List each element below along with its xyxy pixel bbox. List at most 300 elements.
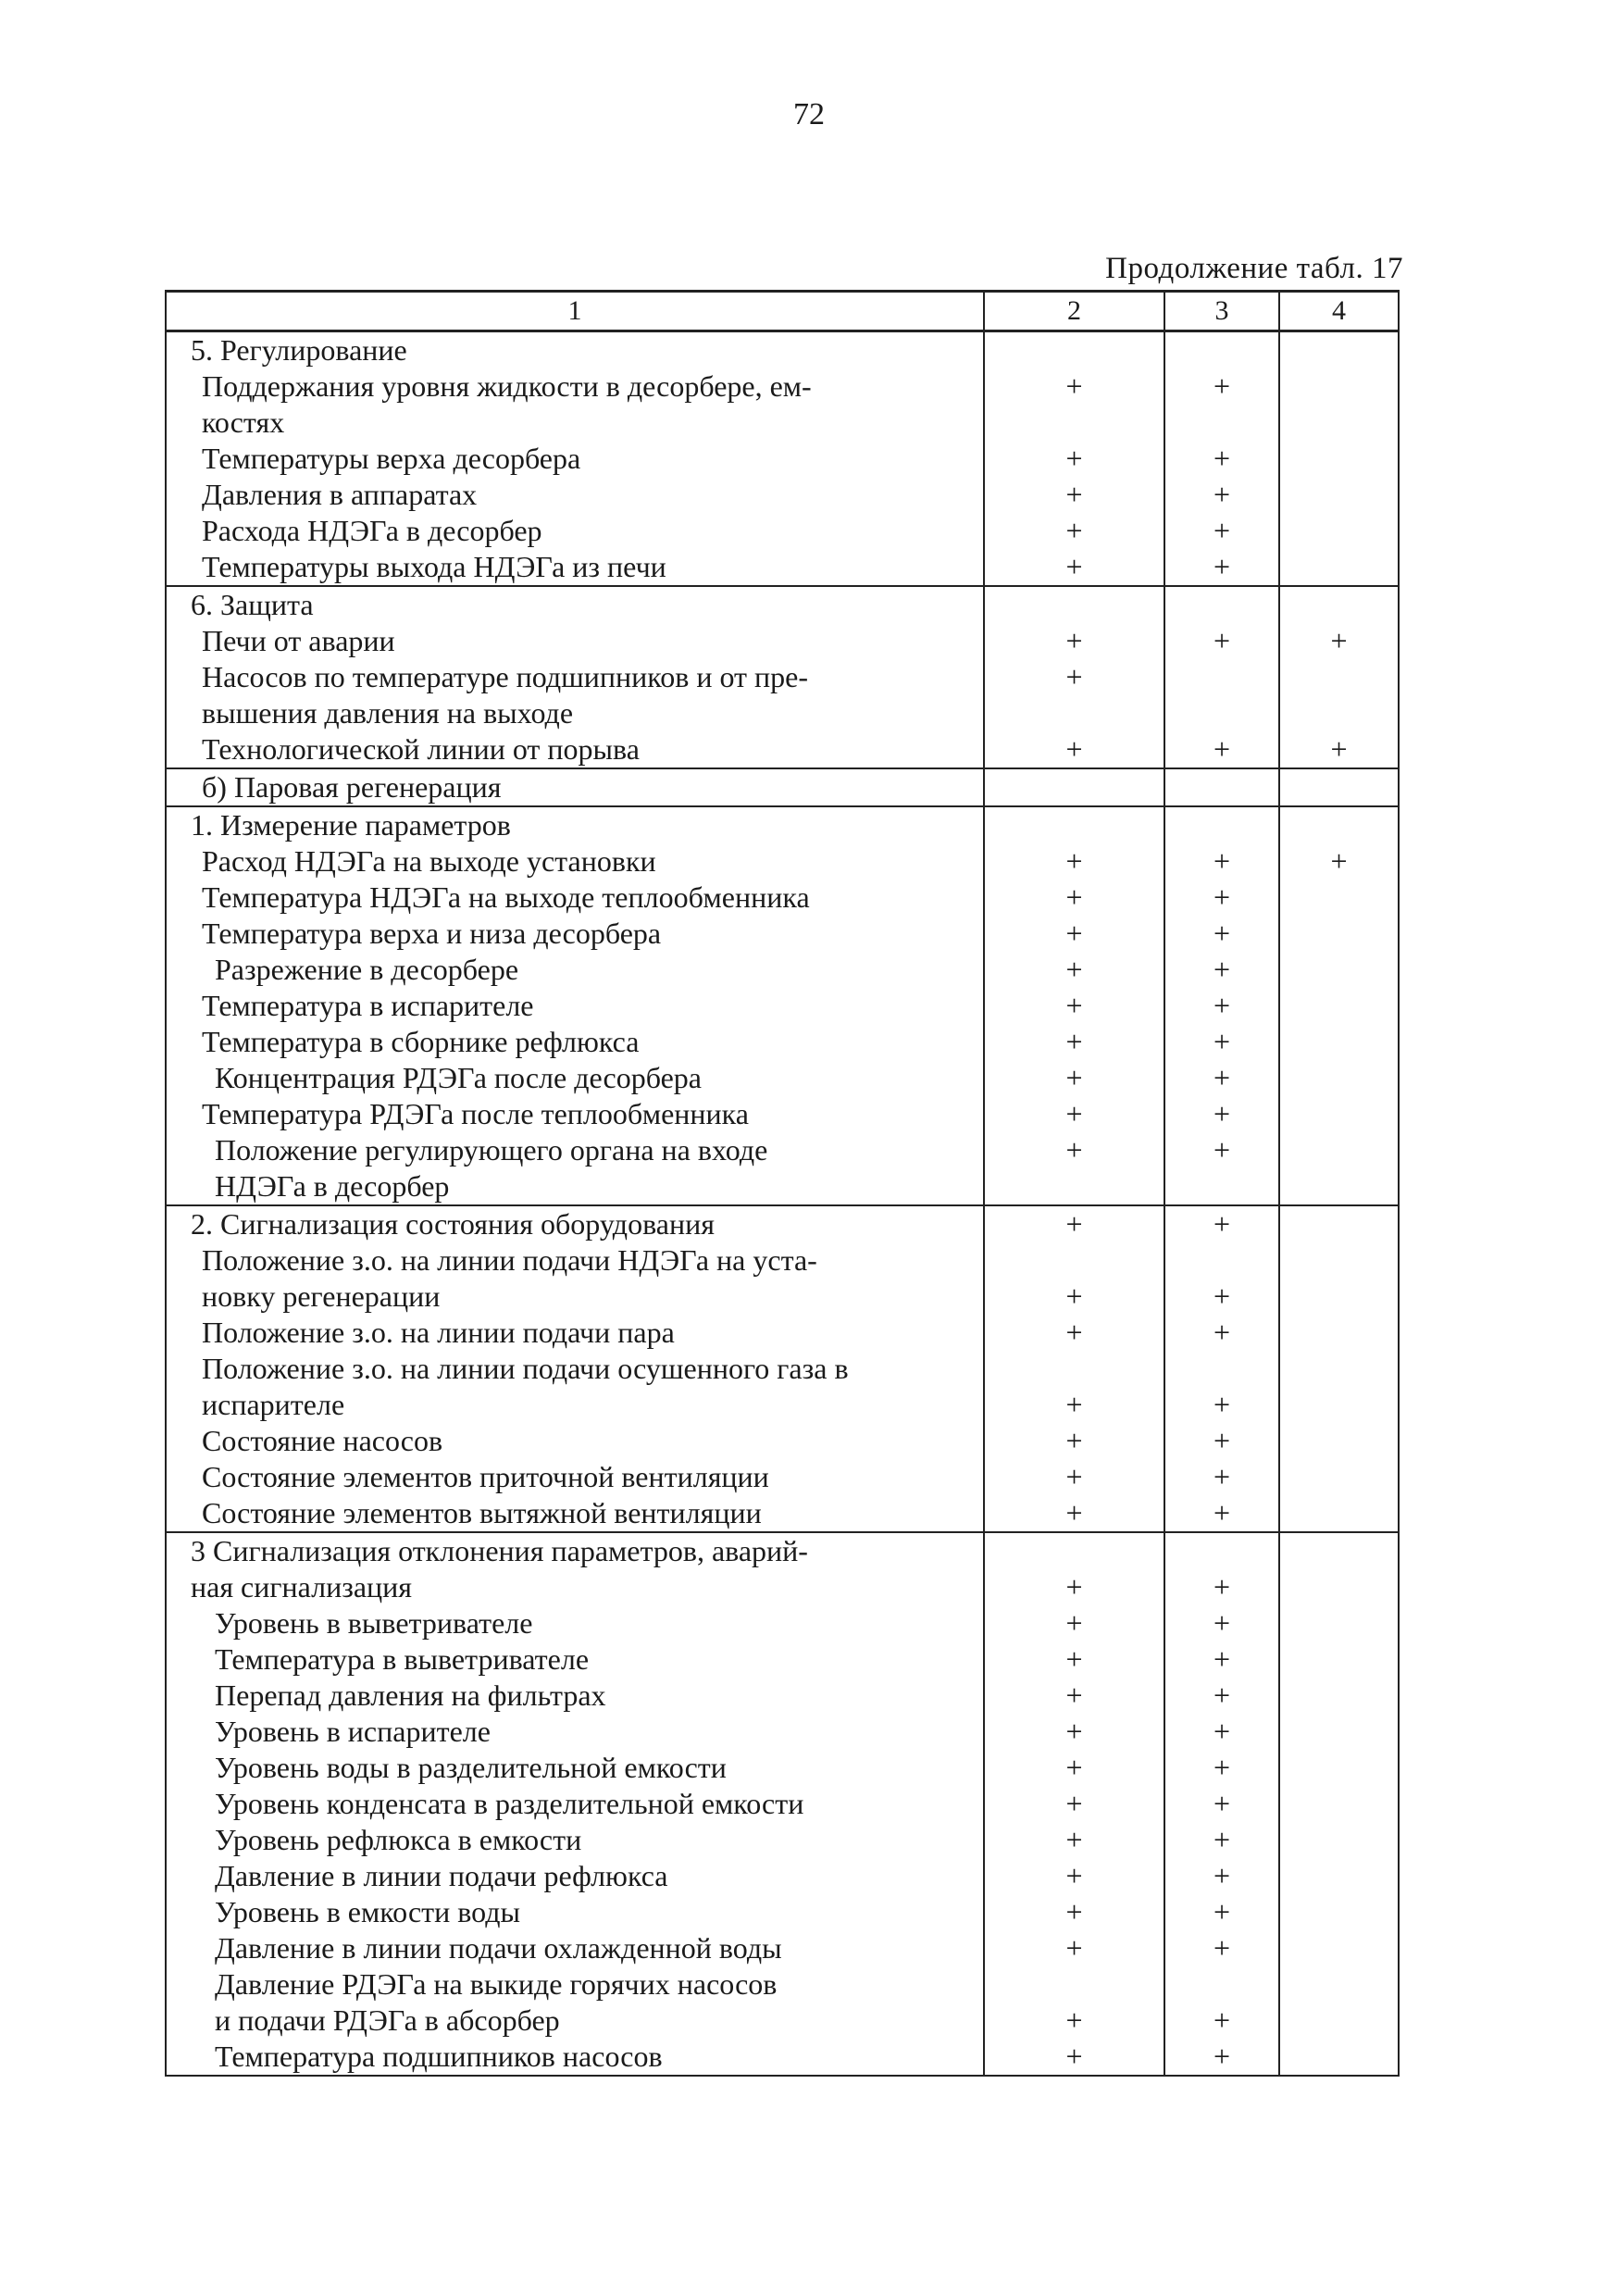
table-row bbox=[166, 659, 1399, 731]
plus-mark: + bbox=[1065, 1424, 1083, 1457]
parameter-cell bbox=[166, 1822, 984, 1858]
mark-cell-col-4 bbox=[1279, 1205, 1399, 1242]
mark-cell-col-4 bbox=[1279, 880, 1399, 916]
plus-mark: + bbox=[1213, 1678, 1231, 1712]
mark-cell-col-2 bbox=[984, 659, 1164, 731]
mark-cell-col-4 bbox=[1279, 623, 1399, 659]
parameter-cell bbox=[166, 549, 984, 586]
plus-mark bbox=[1280, 1279, 1398, 1315]
mark-cell-col-2 bbox=[984, 586, 1164, 623]
mark-cell-col-4 bbox=[1279, 1894, 1399, 1930]
plus-mark: + bbox=[1065, 550, 1083, 583]
plus-mark: + bbox=[1065, 953, 1083, 986]
mark-cell-col-3 bbox=[1164, 880, 1279, 916]
plus-mark: + bbox=[1213, 732, 1231, 766]
plus-mark bbox=[1280, 1858, 1398, 1894]
plus-mark: + bbox=[1065, 1279, 1083, 1313]
plus-mark: + bbox=[1213, 1859, 1231, 1892]
mark-cell-col-3 bbox=[1164, 1858, 1279, 1894]
mark-cell-col-4 bbox=[1279, 441, 1399, 477]
parameter-text-line: Насосов по температуре подшипников и от пре- bbox=[202, 660, 808, 693]
mark-cell-col-3 bbox=[1164, 1495, 1279, 1532]
plus-mark: + bbox=[1213, 1279, 1231, 1313]
parameter-cell bbox=[166, 1930, 984, 1966]
table-row bbox=[166, 843, 1399, 880]
plus-mark bbox=[1165, 1533, 1278, 1569]
plus-mark: + bbox=[1213, 1316, 1231, 1349]
table-row bbox=[166, 1532, 1399, 1605]
parameter-text-line: Температуры верха десорбера bbox=[202, 442, 581, 475]
plus-mark: + bbox=[1213, 624, 1231, 657]
plus-mark: + bbox=[1065, 917, 1083, 950]
table-row bbox=[166, 1205, 1399, 1242]
mark-cell-col-3 bbox=[1164, 1786, 1279, 1822]
mark-cell-col-2 bbox=[984, 843, 1164, 880]
mark-cell-col-4 bbox=[1279, 1315, 1399, 1351]
parameter-text-line: Расхода НДЭГа в десорбер bbox=[202, 514, 542, 547]
table-row bbox=[166, 1605, 1399, 1641]
parameter-text-line: 5. Регулирование bbox=[191, 333, 407, 367]
plus-mark bbox=[1280, 1714, 1398, 1750]
plus-mark: + bbox=[1065, 1678, 1083, 1712]
plus-mark: + bbox=[1065, 1388, 1083, 1421]
plus-mark bbox=[1280, 1242, 1398, 1279]
plus-mark bbox=[1280, 1569, 1398, 1605]
mark-cell-col-4 bbox=[1279, 1495, 1399, 1532]
plus-mark bbox=[1280, 988, 1398, 1024]
table-section bbox=[166, 586, 1399, 768]
plus-mark bbox=[1165, 659, 1278, 695]
mark-cell-col-3 bbox=[1164, 1024, 1279, 1060]
plus-mark bbox=[985, 1168, 1164, 1204]
plus-mark: + bbox=[1213, 1097, 1231, 1130]
mark-cell-col-2 bbox=[984, 880, 1164, 916]
plus-mark: + bbox=[1065, 514, 1083, 547]
parameter-text-line: Расход НДЭГа на выходе установки bbox=[202, 844, 656, 878]
mark-cell-col-4 bbox=[1279, 1966, 1399, 2039]
parameter-text-line: 2. Сигнализация состояния оборудования bbox=[191, 1207, 715, 1241]
plus-mark bbox=[1280, 1930, 1398, 1966]
plus-mark bbox=[985, 695, 1164, 731]
mark-cell-col-4 bbox=[1279, 806, 1399, 843]
parameter-text-line: Уровень в испарителе bbox=[215, 1715, 491, 1748]
plus-mark: + bbox=[1213, 1570, 1231, 1603]
mark-cell-col-2 bbox=[984, 768, 1164, 806]
column-header-4: 4 bbox=[1279, 292, 1399, 331]
mark-cell-col-4 bbox=[1279, 513, 1399, 549]
table-row bbox=[166, 1351, 1399, 1423]
parameter-cell bbox=[166, 843, 984, 880]
plus-mark: + bbox=[1213, 1133, 1231, 1167]
mark-cell-col-4 bbox=[1279, 1242, 1399, 1315]
plus-mark: + bbox=[1213, 844, 1231, 878]
table-section bbox=[166, 331, 1399, 587]
mark-cell-col-2 bbox=[984, 1786, 1164, 1822]
mark-cell-col-3 bbox=[1164, 1930, 1279, 1966]
mark-cell-col-4 bbox=[1279, 988, 1399, 1024]
mark-cell-col-3 bbox=[1164, 2039, 1279, 2076]
plus-mark bbox=[1280, 807, 1398, 843]
mark-cell-col-4 bbox=[1279, 1750, 1399, 1786]
plus-mark bbox=[1280, 1206, 1398, 1242]
table-row bbox=[166, 1495, 1399, 1532]
table-row bbox=[166, 1930, 1399, 1966]
mark-cell-col-3 bbox=[1164, 586, 1279, 623]
parameter-cell bbox=[166, 1459, 984, 1495]
mark-cell-col-2 bbox=[984, 331, 1164, 369]
parameter-text-line: Состояние элементов вытяжной вентиляции bbox=[202, 1496, 762, 1529]
mark-cell-col-2 bbox=[984, 1205, 1164, 1242]
parameter-cell bbox=[166, 988, 984, 1024]
plus-mark bbox=[1280, 1495, 1398, 1531]
table-row bbox=[166, 1750, 1399, 1786]
plus-mark bbox=[1280, 1459, 1398, 1495]
table-row bbox=[166, 1966, 1399, 2039]
plus-mark: + bbox=[1065, 1061, 1083, 1094]
plus-mark bbox=[1280, 587, 1398, 623]
mark-cell-col-2 bbox=[984, 1678, 1164, 1714]
mark-cell-col-3 bbox=[1164, 806, 1279, 843]
data-table bbox=[165, 290, 1400, 2077]
plus-mark: + bbox=[1065, 1133, 1083, 1167]
parameter-text-line: Положение з.о. на линии подачи пара bbox=[202, 1316, 675, 1349]
parameter-cell bbox=[166, 659, 984, 731]
mark-cell-col-3 bbox=[1164, 477, 1279, 513]
plus-mark bbox=[985, 1242, 1164, 1279]
mark-cell-col-4 bbox=[1279, 1096, 1399, 1132]
mark-cell-col-3 bbox=[1164, 513, 1279, 549]
mark-cell-col-4 bbox=[1279, 1351, 1399, 1423]
table-row bbox=[166, 916, 1399, 952]
mark-cell-col-3 bbox=[1164, 1894, 1279, 1930]
parameter-text-line: Температуры выхода НДЭГа из печи bbox=[202, 550, 666, 583]
parameter-cell bbox=[166, 1060, 984, 1096]
mark-cell-col-3 bbox=[1164, 916, 1279, 952]
parameter-text-line: Положение з.о. на линии подачи НДЭГа на уста- bbox=[202, 1243, 817, 1277]
mark-cell-col-3 bbox=[1164, 1678, 1279, 1714]
plus-mark bbox=[1280, 695, 1398, 731]
parameter-text-line: костях bbox=[202, 406, 285, 439]
plus-mark: + bbox=[1213, 514, 1231, 547]
table-row bbox=[166, 623, 1399, 659]
mark-cell-col-4 bbox=[1279, 1060, 1399, 1096]
plus-mark bbox=[1165, 695, 1278, 731]
mark-cell-col-3 bbox=[1164, 1205, 1279, 1242]
parameter-text-line: Уровень рефлюкса в емкости bbox=[215, 1823, 582, 1856]
parameter-cell bbox=[166, 1750, 984, 1786]
plus-mark: + bbox=[1065, 1931, 1083, 1965]
plus-mark: + bbox=[1213, 1642, 1231, 1676]
parameter-text-line: Состояние насосов bbox=[202, 1424, 443, 1457]
plus-mark: + bbox=[1213, 989, 1231, 1022]
parameter-text-line: 1. Измерение параметров bbox=[191, 808, 511, 842]
plus-mark: + bbox=[1065, 1787, 1083, 1820]
plus-mark bbox=[1280, 2039, 1398, 2075]
plus-mark: + bbox=[1065, 1570, 1083, 1603]
plus-mark bbox=[1165, 405, 1278, 441]
parameter-text-line: Уровень конденсата в разделительной емкости bbox=[215, 1787, 804, 1820]
parameter-text-line: Давление РДЭГа на выкиде горячих насосов bbox=[215, 1967, 778, 2001]
table-row bbox=[166, 1315, 1399, 1351]
table-section bbox=[166, 806, 1399, 1205]
mark-cell-col-2 bbox=[984, 477, 1164, 513]
table-row bbox=[166, 880, 1399, 916]
mark-cell-col-3 bbox=[1164, 623, 1279, 659]
column-header-2: 2 bbox=[984, 292, 1164, 331]
mark-cell-col-3 bbox=[1164, 1060, 1279, 1096]
plus-mark bbox=[1280, 1894, 1398, 1930]
plus-mark bbox=[1280, 1423, 1398, 1459]
plus-mark: + bbox=[1065, 1823, 1083, 1856]
parameter-cell bbox=[166, 1495, 984, 1532]
mark-cell-col-4 bbox=[1279, 2039, 1399, 2076]
parameter-cell bbox=[166, 1966, 984, 2039]
mark-cell-col-4 bbox=[1279, 368, 1399, 441]
table-row bbox=[166, 1459, 1399, 1495]
mark-cell-col-3 bbox=[1164, 1096, 1279, 1132]
parameter-text-line: и подачи РДЭГа в абсорбер bbox=[215, 2003, 560, 2037]
mark-cell-col-4 bbox=[1279, 1822, 1399, 1858]
plus-mark bbox=[1165, 807, 1278, 843]
parameter-cell bbox=[166, 2039, 984, 2076]
table-caption: Продолжение табл. 17 bbox=[1105, 252, 1403, 285]
parameter-cell bbox=[166, 1315, 984, 1351]
parameter-cell bbox=[166, 880, 984, 916]
mark-cell-col-4 bbox=[1279, 843, 1399, 880]
plus-mark: + bbox=[1213, 2003, 1231, 2037]
mark-cell-col-2 bbox=[984, 2039, 1164, 2076]
mark-cell-col-3 bbox=[1164, 549, 1279, 586]
plus-mark: + bbox=[1213, 369, 1231, 403]
parameter-text-line: Температура подшипников насосов bbox=[215, 2040, 663, 2073]
parameter-text-line: Давление в линии подачи охлажденной воды bbox=[215, 1931, 782, 1965]
parameter-cell bbox=[166, 806, 984, 843]
table-container bbox=[165, 290, 1398, 2077]
table-row bbox=[166, 1132, 1399, 1205]
plus-mark bbox=[1280, 1315, 1398, 1351]
parameter-cell bbox=[166, 952, 984, 988]
parameter-cell bbox=[166, 441, 984, 477]
plus-mark bbox=[1280, 1096, 1398, 1132]
plus-mark bbox=[985, 1966, 1164, 2003]
table-row bbox=[166, 331, 1399, 369]
mark-cell-col-4 bbox=[1279, 1423, 1399, 1459]
table-row bbox=[166, 1858, 1399, 1894]
plus-mark: + bbox=[1213, 1715, 1231, 1748]
mark-cell-col-2 bbox=[984, 1966, 1164, 2039]
page-number: 72 bbox=[793, 97, 825, 131]
plus-mark bbox=[1280, 1641, 1398, 1678]
plus-mark bbox=[1280, 1060, 1398, 1096]
mark-cell-col-4 bbox=[1279, 731, 1399, 768]
plus-mark bbox=[1280, 769, 1398, 805]
parameter-text-line: Температура в испарителе bbox=[202, 989, 534, 1022]
parameter-cell bbox=[166, 586, 984, 623]
parameter-text-line: Температура верха и низа десорбера bbox=[202, 917, 662, 950]
mark-cell-col-4 bbox=[1279, 586, 1399, 623]
mark-cell-col-3 bbox=[1164, 1605, 1279, 1641]
mark-cell-col-3 bbox=[1164, 1315, 1279, 1351]
table-row bbox=[166, 1096, 1399, 1132]
table-row bbox=[166, 806, 1399, 843]
plus-mark: + bbox=[1213, 442, 1231, 475]
plus-mark: + bbox=[1065, 442, 1083, 475]
mark-cell-col-4 bbox=[1279, 1605, 1399, 1641]
mark-cell-col-2 bbox=[984, 1858, 1164, 1894]
parameter-cell bbox=[166, 1096, 984, 1132]
plus-mark bbox=[985, 807, 1164, 843]
table-row bbox=[166, 1060, 1399, 1096]
mark-cell-col-4 bbox=[1279, 659, 1399, 731]
plus-mark: + bbox=[1213, 1787, 1231, 1820]
parameter-text-line: Печи от аварии bbox=[202, 624, 395, 657]
plus-mark bbox=[1280, 880, 1398, 916]
parameter-cell bbox=[166, 1205, 984, 1242]
plus-mark: + bbox=[1213, 880, 1231, 914]
table-row bbox=[166, 2039, 1399, 2076]
plus-mark: + bbox=[1065, 1097, 1083, 1130]
table-row bbox=[166, 477, 1399, 513]
table-row bbox=[166, 1641, 1399, 1678]
plus-mark: + bbox=[1213, 478, 1231, 511]
table-row bbox=[166, 1786, 1399, 1822]
plus-mark: + bbox=[1065, 369, 1083, 403]
mark-cell-col-2 bbox=[984, 1060, 1164, 1096]
mark-cell-col-3 bbox=[1164, 843, 1279, 880]
parameter-text-line: ная сигнализация bbox=[191, 1570, 413, 1603]
plus-mark: + bbox=[1065, 478, 1083, 511]
parameter-cell bbox=[166, 1532, 984, 1605]
mark-cell-col-3 bbox=[1164, 1966, 1279, 2039]
mark-cell-col-2 bbox=[984, 1459, 1164, 1495]
parameter-text-line: Перепад давления на фильтрах bbox=[215, 1678, 606, 1712]
plus-mark: + bbox=[1065, 2040, 1083, 2073]
plus-mark: + bbox=[1065, 1751, 1083, 1784]
plus-mark bbox=[985, 587, 1164, 623]
mark-cell-col-4 bbox=[1279, 768, 1399, 806]
mark-cell-col-3 bbox=[1164, 441, 1279, 477]
mark-cell-col-4 bbox=[1279, 1132, 1399, 1205]
mark-cell-col-2 bbox=[984, 1605, 1164, 1641]
plus-mark: + bbox=[1065, 1715, 1083, 1748]
plus-mark bbox=[985, 769, 1164, 805]
plus-mark: + bbox=[1213, 1207, 1231, 1241]
plus-mark: + bbox=[1213, 1061, 1231, 1094]
mark-cell-col-4 bbox=[1279, 1930, 1399, 1966]
plus-mark bbox=[1165, 1966, 1278, 2003]
parameter-text-line: Температура НДЭГа на выходе теплообменника bbox=[202, 880, 810, 914]
plus-mark: + bbox=[1330, 844, 1348, 878]
mark-cell-col-4 bbox=[1279, 1532, 1399, 1605]
plus-mark: + bbox=[1213, 1460, 1231, 1493]
plus-mark: + bbox=[1065, 1859, 1083, 1892]
parameter-cell bbox=[166, 1132, 984, 1205]
mark-cell-col-4 bbox=[1279, 916, 1399, 952]
mark-cell-col-3 bbox=[1164, 1459, 1279, 1495]
plus-mark bbox=[1280, 1786, 1398, 1822]
mark-cell-col-3 bbox=[1164, 988, 1279, 1024]
plus-mark: + bbox=[1065, 1895, 1083, 1928]
mark-cell-col-2 bbox=[984, 513, 1164, 549]
parameter-cell bbox=[166, 513, 984, 549]
plus-mark bbox=[1280, 1605, 1398, 1641]
mark-cell-col-2 bbox=[984, 1351, 1164, 1423]
parameter-text-line: Поддержания уровня жидкости в десорбере, ем- bbox=[202, 369, 812, 403]
parameter-cell bbox=[166, 1423, 984, 1459]
plus-mark bbox=[985, 1533, 1164, 1569]
parameter-text-line: 6. Защита bbox=[191, 588, 314, 621]
mark-cell-col-2 bbox=[984, 1714, 1164, 1750]
plus-mark: + bbox=[1213, 917, 1231, 950]
parameter-cell bbox=[166, 331, 984, 369]
mark-cell-col-2 bbox=[984, 1423, 1164, 1459]
table-row bbox=[166, 1242, 1399, 1315]
mark-cell-col-3 bbox=[1164, 1132, 1279, 1205]
mark-cell-col-2 bbox=[984, 731, 1164, 768]
plus-mark: + bbox=[1065, 1606, 1083, 1640]
plus-mark bbox=[1280, 916, 1398, 952]
parameter-text-line: Технологической линии от порыва bbox=[202, 732, 640, 766]
table-row bbox=[166, 1894, 1399, 1930]
plus-mark bbox=[1280, 2003, 1398, 2039]
table-row bbox=[166, 1024, 1399, 1060]
plus-mark: + bbox=[1065, 1460, 1083, 1493]
table-row bbox=[166, 768, 1399, 806]
plus-mark bbox=[1165, 332, 1278, 368]
mark-cell-col-4 bbox=[1279, 1024, 1399, 1060]
parameter-text-line: Разрежение в десорбере bbox=[215, 953, 519, 986]
parameter-cell bbox=[166, 916, 984, 952]
mark-cell-col-2 bbox=[984, 1132, 1164, 1205]
plus-mark bbox=[1280, 549, 1398, 585]
parameter-cell bbox=[166, 1786, 984, 1822]
parameter-cell bbox=[166, 1714, 984, 1750]
column-header-3: 3 bbox=[1164, 292, 1279, 331]
plus-mark bbox=[1280, 513, 1398, 549]
mark-cell-col-2 bbox=[984, 806, 1164, 843]
mark-cell-col-2 bbox=[984, 988, 1164, 1024]
table-row bbox=[166, 1822, 1399, 1858]
mark-cell-col-4 bbox=[1279, 1786, 1399, 1822]
plus-mark: + bbox=[1065, 1207, 1083, 1241]
plus-mark bbox=[1280, 441, 1398, 477]
parameter-text-line: Концентрация РДЭГа после десорбера bbox=[215, 1061, 702, 1094]
parameter-cell bbox=[166, 1024, 984, 1060]
parameter-text-line: Температура РДЭГа после теплообменника bbox=[202, 1097, 749, 1130]
mark-cell-col-4 bbox=[1279, 549, 1399, 586]
mark-cell-col-3 bbox=[1164, 731, 1279, 768]
table-row bbox=[166, 1423, 1399, 1459]
mark-cell-col-2 bbox=[984, 1532, 1164, 1605]
plus-mark: + bbox=[1213, 953, 1231, 986]
plus-mark bbox=[1280, 332, 1398, 368]
plus-mark bbox=[1165, 1242, 1278, 1279]
mark-cell-col-2 bbox=[984, 368, 1164, 441]
parameter-cell bbox=[166, 1858, 984, 1894]
plus-mark bbox=[1280, 952, 1398, 988]
table-section bbox=[166, 1205, 1399, 1532]
plus-mark: + bbox=[1065, 624, 1083, 657]
parameter-cell bbox=[166, 1605, 984, 1641]
plus-mark bbox=[1165, 1351, 1278, 1387]
mark-cell-col-2 bbox=[984, 549, 1164, 586]
plus-mark: + bbox=[1213, 1388, 1231, 1421]
plus-mark bbox=[1280, 368, 1398, 405]
mark-cell-col-3 bbox=[1164, 768, 1279, 806]
parameter-text-line: Положение регулирующего органа на входе bbox=[215, 1133, 768, 1167]
plus-mark: + bbox=[1213, 2040, 1231, 2073]
mark-cell-col-4 bbox=[1279, 952, 1399, 988]
